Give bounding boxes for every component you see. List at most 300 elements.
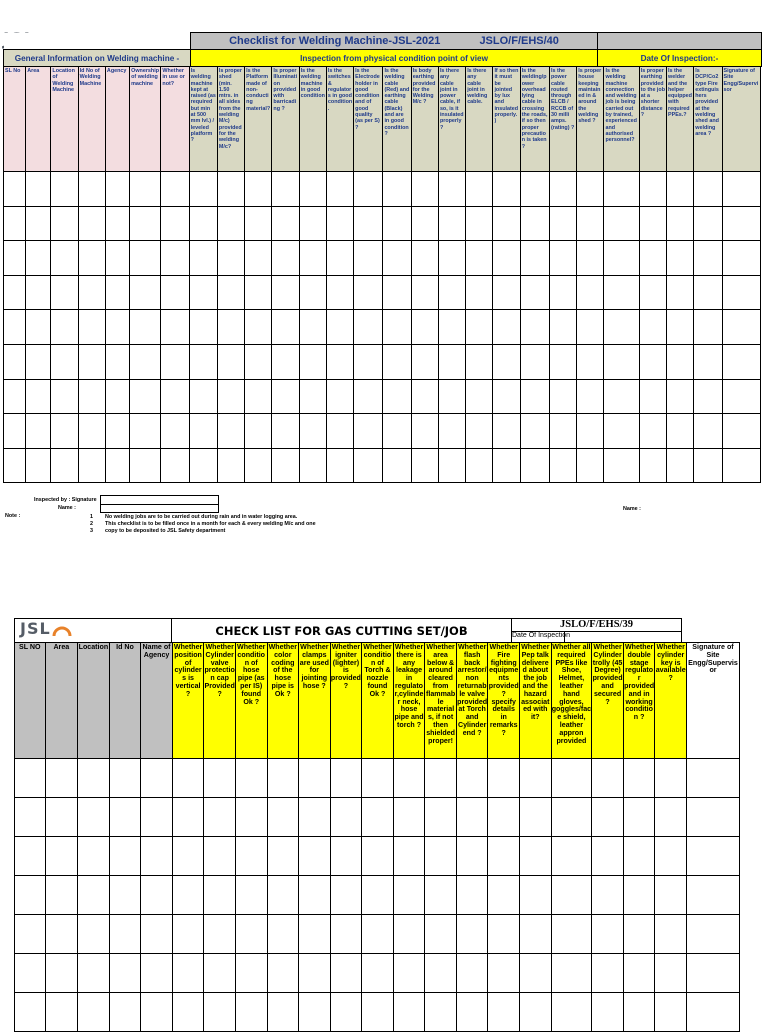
welding-entry-cell[interactable]: [577, 241, 604, 276]
welding-entry-cell[interactable]: [722, 310, 760, 345]
welding-entry-cell[interactable]: [245, 241, 272, 276]
welding-entry-cell[interactable]: [667, 448, 694, 483]
welding-entry-cell[interactable]: [639, 414, 666, 449]
gas-entry-cell[interactable]: [551, 876, 592, 915]
welding-entry-cell[interactable]: [217, 414, 244, 449]
welding-entry-cell[interactable]: [105, 206, 129, 241]
welding-entry-cell[interactable]: [438, 344, 465, 379]
welding-entry-cell[interactable]: [493, 448, 520, 483]
welding-entry-cell[interactable]: [299, 206, 326, 241]
gas-entry-cell[interactable]: [109, 993, 141, 1032]
gas-entry-cell[interactable]: [592, 798, 624, 837]
gas-entry-cell[interactable]: [299, 876, 331, 915]
gas-entry-cell[interactable]: [425, 759, 457, 798]
gas-entry-cell[interactable]: [109, 837, 141, 876]
gas-entry-cell[interactable]: [299, 915, 331, 954]
welding-entry-cell[interactable]: [438, 206, 465, 241]
welding-entry-cell[interactable]: [130, 414, 161, 449]
welding-entry-cell[interactable]: [694, 448, 722, 483]
welding-entry-cell[interactable]: [299, 448, 326, 483]
gas-entry-cell[interactable]: [267, 798, 299, 837]
gas-entry-cell[interactable]: [267, 837, 299, 876]
welding-entry-cell[interactable]: [466, 241, 493, 276]
welding-entry-cell[interactable]: [161, 448, 189, 483]
welding-entry-cell[interactable]: [26, 275, 51, 310]
gas-entry-cell[interactable]: [393, 798, 425, 837]
gas-entry-cell[interactable]: [592, 837, 624, 876]
welding-entry-cell[interactable]: [639, 241, 666, 276]
welding-entry-cell[interactable]: [466, 275, 493, 310]
welding-entry-cell[interactable]: [78, 310, 105, 345]
gas-entry-cell[interactable]: [172, 837, 204, 876]
gas-entry-cell[interactable]: [655, 993, 687, 1032]
welding-entry-cell[interactable]: [51, 241, 78, 276]
welding-entry-cell[interactable]: [667, 172, 694, 207]
welding-entry-cell[interactable]: [383, 414, 411, 449]
gas-entry-cell[interactable]: [592, 915, 624, 954]
welding-entry-cell[interactable]: [520, 206, 549, 241]
gas-entry-cell[interactable]: [299, 993, 331, 1032]
gas-entry-cell[interactable]: [45, 876, 78, 915]
gas-entry-cell[interactable]: [362, 954, 394, 993]
welding-entry-cell[interactable]: [26, 310, 51, 345]
welding-entry-cell[interactable]: [161, 414, 189, 449]
gas-entry-cell[interactable]: [425, 837, 457, 876]
welding-entry-cell[interactable]: [26, 172, 51, 207]
welding-entry-cell[interactable]: [51, 448, 78, 483]
welding-entry-cell[interactable]: [577, 344, 604, 379]
gas-entry-cell[interactable]: [235, 915, 267, 954]
welding-entry-cell[interactable]: [383, 241, 411, 276]
welding-entry-cell[interactable]: [51, 344, 78, 379]
gas-entry-cell[interactable]: [655, 954, 687, 993]
welding-entry-cell[interactable]: [438, 172, 465, 207]
welding-entry-cell[interactable]: [189, 414, 217, 449]
welding-entry-cell[interactable]: [245, 344, 272, 379]
welding-entry-cell[interactable]: [272, 379, 299, 414]
gas-entry-cell[interactable]: [330, 759, 362, 798]
welding-entry-cell[interactable]: [639, 275, 666, 310]
welding-entry-cell[interactable]: [549, 414, 576, 449]
gas-entry-cell[interactable]: [235, 837, 267, 876]
welding-entry-cell[interactable]: [383, 206, 411, 241]
gas-entry-cell[interactable]: [623, 837, 655, 876]
welding-entry-cell[interactable]: [667, 344, 694, 379]
welding-entry-cell[interactable]: [667, 414, 694, 449]
welding-entry-cell[interactable]: [51, 414, 78, 449]
welding-entry-cell[interactable]: [383, 310, 411, 345]
welding-entry-cell[interactable]: [78, 379, 105, 414]
gas-entry-cell[interactable]: [204, 915, 236, 954]
welding-entry-cell[interactable]: [667, 275, 694, 310]
welding-entry-cell[interactable]: [722, 448, 760, 483]
welding-entry-cell[interactable]: [130, 448, 161, 483]
welding-entry-cell[interactable]: [130, 206, 161, 241]
welding-entry-cell[interactable]: [217, 379, 244, 414]
welding-entry-cell[interactable]: [245, 275, 272, 310]
gas-entry-cell[interactable]: [425, 798, 457, 837]
gas-entry-cell[interactable]: [686, 954, 739, 993]
welding-entry-cell[interactable]: [105, 275, 129, 310]
welding-entry-cell[interactable]: [438, 275, 465, 310]
welding-entry-cell[interactable]: [217, 241, 244, 276]
gas-entry-cell[interactable]: [551, 954, 592, 993]
welding-entry-cell[interactable]: [493, 275, 520, 310]
gas-entry-cell[interactable]: [686, 993, 739, 1032]
gas-entry-cell[interactable]: [78, 993, 110, 1032]
welding-entry-cell[interactable]: [694, 379, 722, 414]
gas-entry-cell[interactable]: [488, 954, 520, 993]
welding-entry-cell[interactable]: [130, 344, 161, 379]
welding-entry-cell[interactable]: [326, 379, 353, 414]
welding-entry-cell[interactable]: [130, 310, 161, 345]
welding-entry-cell[interactable]: [161, 310, 189, 345]
welding-entry-cell[interactable]: [217, 344, 244, 379]
welding-entry-cell[interactable]: [604, 241, 639, 276]
welding-entry-cell[interactable]: [299, 310, 326, 345]
welding-entry-cell[interactable]: [354, 206, 383, 241]
welding-entry-cell[interactable]: [694, 414, 722, 449]
gas-entry-cell[interactable]: [172, 915, 204, 954]
welding-entry-cell[interactable]: [411, 172, 438, 207]
welding-entry-cell[interactable]: [411, 414, 438, 449]
welding-entry-cell[interactable]: [577, 275, 604, 310]
gas-entry-cell[interactable]: [362, 837, 394, 876]
welding-entry-cell[interactable]: [51, 379, 78, 414]
welding-entry-cell[interactable]: [189, 344, 217, 379]
welding-entry-cell[interactable]: [4, 275, 26, 310]
welding-entry-cell[interactable]: [326, 414, 353, 449]
welding-entry-cell[interactable]: [549, 344, 576, 379]
welding-entry-cell[interactable]: [493, 310, 520, 345]
welding-entry-cell[interactable]: [694, 310, 722, 345]
gas-entry-cell[interactable]: [686, 798, 739, 837]
welding-entry-cell[interactable]: [639, 448, 666, 483]
welding-entry-cell[interactable]: [438, 310, 465, 345]
welding-entry-cell[interactable]: [189, 206, 217, 241]
welding-entry-cell[interactable]: [272, 310, 299, 345]
welding-entry-cell[interactable]: [130, 379, 161, 414]
gas-entry-cell[interactable]: [520, 759, 552, 798]
welding-entry-cell[interactable]: [493, 414, 520, 449]
welding-entry-cell[interactable]: [411, 379, 438, 414]
welding-entry-cell[interactable]: [694, 206, 722, 241]
gas-entry-cell[interactable]: [393, 759, 425, 798]
welding-entry-cell[interactable]: [299, 172, 326, 207]
welding-entry-cell[interactable]: [577, 448, 604, 483]
welding-entry-cell[interactable]: [299, 241, 326, 276]
welding-entry-cell[interactable]: [189, 172, 217, 207]
welding-entry-cell[interactable]: [78, 344, 105, 379]
gas-entry-cell[interactable]: [267, 993, 299, 1032]
gas-entry-cell[interactable]: [551, 915, 592, 954]
welding-entry-cell[interactable]: [105, 448, 129, 483]
welding-entry-cell[interactable]: [130, 241, 161, 276]
gas-entry-cell[interactable]: [520, 993, 552, 1032]
gas-entry-cell[interactable]: [623, 993, 655, 1032]
gas-entry-cell[interactable]: [456, 798, 488, 837]
gas-entry-cell[interactable]: [551, 759, 592, 798]
welding-entry-cell[interactable]: [722, 275, 760, 310]
gas-entry-cell[interactable]: [299, 954, 331, 993]
gas-entry-cell[interactable]: [109, 876, 141, 915]
gas-entry-cell[interactable]: [393, 993, 425, 1032]
gas-entry-cell[interactable]: [204, 798, 236, 837]
gas-entry-cell[interactable]: [362, 876, 394, 915]
welding-entry-cell[interactable]: [493, 241, 520, 276]
welding-entry-cell[interactable]: [577, 172, 604, 207]
gas-entry-cell[interactable]: [267, 915, 299, 954]
gas-entry-cell[interactable]: [141, 798, 173, 837]
welding-entry-cell[interactable]: [245, 206, 272, 241]
gas-entry-cell[interactable]: [592, 954, 624, 993]
welding-entry-cell[interactable]: [549, 172, 576, 207]
gas-entry-cell[interactable]: [686, 837, 739, 876]
welding-entry-cell[interactable]: [667, 379, 694, 414]
welding-entry-cell[interactable]: [26, 206, 51, 241]
welding-entry-cell[interactable]: [604, 275, 639, 310]
gas-entry-cell[interactable]: [45, 915, 78, 954]
welding-entry-cell[interactable]: [722, 379, 760, 414]
welding-entry-cell[interactable]: [326, 448, 353, 483]
welding-entry-cell[interactable]: [299, 414, 326, 449]
welding-entry-cell[interactable]: [326, 172, 353, 207]
welding-entry-cell[interactable]: [4, 172, 26, 207]
gas-entry-cell[interactable]: [15, 798, 46, 837]
welding-entry-cell[interactable]: [217, 448, 244, 483]
welding-entry-cell[interactable]: [272, 241, 299, 276]
welding-entry-cell[interactable]: [411, 206, 438, 241]
welding-entry-cell[interactable]: [466, 310, 493, 345]
welding-entry-cell[interactable]: [326, 344, 353, 379]
welding-entry-cell[interactable]: [4, 379, 26, 414]
welding-entry-cell[interactable]: [326, 241, 353, 276]
gas-entry-cell[interactable]: [425, 954, 457, 993]
welding-entry-cell[interactable]: [26, 414, 51, 449]
gas-entry-cell[interactable]: [172, 876, 204, 915]
gas-entry-cell[interactable]: [655, 798, 687, 837]
welding-entry-cell[interactable]: [493, 344, 520, 379]
welding-entry-cell[interactable]: [520, 241, 549, 276]
welding-entry-cell[interactable]: [326, 275, 353, 310]
gas-entry-cell[interactable]: [551, 837, 592, 876]
gas-entry-cell[interactable]: [551, 798, 592, 837]
welding-entry-cell[interactable]: [694, 275, 722, 310]
welding-entry-cell[interactable]: [354, 379, 383, 414]
gas-entry-cell[interactable]: [393, 876, 425, 915]
welding-entry-cell[interactable]: [411, 241, 438, 276]
welding-entry-cell[interactable]: [466, 172, 493, 207]
gas-entry-cell[interactable]: [45, 837, 78, 876]
gas-entry-cell[interactable]: [456, 993, 488, 1032]
welding-entry-cell[interactable]: [549, 310, 576, 345]
welding-entry-cell[interactable]: [354, 310, 383, 345]
welding-entry-cell[interactable]: [161, 275, 189, 310]
gas-entry-cell[interactable]: [330, 954, 362, 993]
welding-entry-cell[interactable]: [438, 414, 465, 449]
gas-entry-cell[interactable]: [78, 954, 110, 993]
welding-entry-cell[interactable]: [549, 448, 576, 483]
welding-entry-cell[interactable]: [245, 448, 272, 483]
gas-entry-cell[interactable]: [141, 876, 173, 915]
welding-entry-cell[interactable]: [694, 344, 722, 379]
welding-entry-cell[interactable]: [383, 172, 411, 207]
welding-entry-cell[interactable]: [520, 172, 549, 207]
gas-entry-cell[interactable]: [45, 993, 78, 1032]
welding-entry-cell[interactable]: [4, 448, 26, 483]
gas-entry-cell[interactable]: [520, 915, 552, 954]
welding-entry-cell[interactable]: [520, 448, 549, 483]
welding-entry-cell[interactable]: [217, 172, 244, 207]
gas-entry-cell[interactable]: [235, 759, 267, 798]
welding-entry-cell[interactable]: [4, 206, 26, 241]
welding-entry-cell[interactable]: [722, 172, 760, 207]
welding-entry-cell[interactable]: [26, 241, 51, 276]
gas-entry-cell[interactable]: [267, 876, 299, 915]
welding-entry-cell[interactable]: [438, 379, 465, 414]
gas-entry-cell[interactable]: [15, 837, 46, 876]
welding-entry-cell[interactable]: [411, 275, 438, 310]
welding-entry-cell[interactable]: [383, 448, 411, 483]
gas-entry-cell[interactable]: [686, 915, 739, 954]
welding-entry-cell[interactable]: [520, 310, 549, 345]
welding-entry-cell[interactable]: [549, 275, 576, 310]
welding-entry-cell[interactable]: [51, 172, 78, 207]
gas-entry-cell[interactable]: [456, 759, 488, 798]
gas-entry-cell[interactable]: [488, 759, 520, 798]
welding-entry-cell[interactable]: [217, 275, 244, 310]
welding-entry-cell[interactable]: [4, 344, 26, 379]
welding-entry-cell[interactable]: [51, 206, 78, 241]
welding-entry-cell[interactable]: [604, 379, 639, 414]
gas-entry-cell[interactable]: [299, 759, 331, 798]
gas-entry-cell[interactable]: [425, 876, 457, 915]
welding-entry-cell[interactable]: [466, 344, 493, 379]
gas-entry-cell[interactable]: [109, 798, 141, 837]
gas-entry-cell[interactable]: [330, 915, 362, 954]
welding-entry-cell[interactable]: [105, 379, 129, 414]
welding-entry-cell[interactable]: [78, 275, 105, 310]
gas-entry-cell[interactable]: [488, 915, 520, 954]
welding-entry-cell[interactable]: [272, 344, 299, 379]
welding-entry-cell[interactable]: [639, 310, 666, 345]
gas-entry-cell[interactable]: [623, 759, 655, 798]
gas-entry-cell[interactable]: [686, 876, 739, 915]
gas-entry-cell[interactable]: [330, 876, 362, 915]
welding-entry-cell[interactable]: [383, 379, 411, 414]
gas-entry-cell[interactable]: [172, 954, 204, 993]
gas-entry-cell[interactable]: [623, 915, 655, 954]
welding-entry-cell[interactable]: [639, 206, 666, 241]
gas-entry-cell[interactable]: [362, 759, 394, 798]
gas-entry-cell[interactable]: [78, 759, 110, 798]
welding-entry-cell[interactable]: [78, 206, 105, 241]
gas-entry-cell[interactable]: [204, 759, 236, 798]
welding-entry-cell[interactable]: [105, 414, 129, 449]
welding-entry-cell[interactable]: [520, 344, 549, 379]
gas-entry-cell[interactable]: [655, 759, 687, 798]
welding-entry-cell[interactable]: [26, 344, 51, 379]
gas-entry-cell[interactable]: [204, 993, 236, 1032]
welding-entry-cell[interactable]: [26, 379, 51, 414]
welding-entry-cell[interactable]: [466, 448, 493, 483]
welding-entry-cell[interactable]: [667, 206, 694, 241]
gas-entry-cell[interactable]: [15, 876, 46, 915]
welding-entry-cell[interactable]: [604, 310, 639, 345]
welding-entry-cell[interactable]: [466, 206, 493, 241]
gas-entry-cell[interactable]: [15, 954, 46, 993]
welding-entry-cell[interactable]: [299, 344, 326, 379]
welding-entry-cell[interactable]: [326, 206, 353, 241]
gas-entry-cell[interactable]: [45, 759, 78, 798]
gas-entry-cell[interactable]: [686, 759, 739, 798]
welding-entry-cell[interactable]: [161, 172, 189, 207]
gas-entry-cell[interactable]: [330, 798, 362, 837]
welding-entry-cell[interactable]: [161, 241, 189, 276]
welding-entry-cell[interactable]: [722, 414, 760, 449]
gas-entry-cell[interactable]: [456, 954, 488, 993]
welding-entry-cell[interactable]: [411, 344, 438, 379]
gas-entry-cell[interactable]: [235, 876, 267, 915]
welding-entry-cell[interactable]: [189, 310, 217, 345]
welding-entry-cell[interactable]: [161, 344, 189, 379]
gas-entry-cell[interactable]: [623, 954, 655, 993]
gas-entry-cell[interactable]: [299, 798, 331, 837]
welding-entry-cell[interactable]: [26, 448, 51, 483]
welding-entry-cell[interactable]: [466, 414, 493, 449]
welding-entry-cell[interactable]: [326, 310, 353, 345]
welding-entry-cell[interactable]: [299, 275, 326, 310]
welding-entry-cell[interactable]: [549, 241, 576, 276]
gas-entry-cell[interactable]: [393, 915, 425, 954]
welding-entry-cell[interactable]: [577, 206, 604, 241]
gas-entry-cell[interactable]: [393, 837, 425, 876]
welding-entry-cell[interactable]: [667, 310, 694, 345]
gas-entry-cell[interactable]: [45, 954, 78, 993]
welding-entry-cell[interactable]: [577, 414, 604, 449]
welding-entry-cell[interactable]: [272, 206, 299, 241]
welding-entry-cell[interactable]: [130, 275, 161, 310]
welding-entry-cell[interactable]: [411, 448, 438, 483]
welding-entry-cell[interactable]: [354, 344, 383, 379]
welding-entry-cell[interactable]: [354, 414, 383, 449]
welding-entry-cell[interactable]: [217, 206, 244, 241]
gas-entry-cell[interactable]: [655, 837, 687, 876]
welding-entry-cell[interactable]: [694, 241, 722, 276]
gas-entry-cell[interactable]: [362, 993, 394, 1032]
gas-entry-cell[interactable]: [267, 954, 299, 993]
welding-entry-cell[interactable]: [78, 448, 105, 483]
gas-entry-cell[interactable]: [141, 759, 173, 798]
gas-entry-cell[interactable]: [109, 759, 141, 798]
gas-entry-cell[interactable]: [235, 798, 267, 837]
gas-entry-cell[interactable]: [456, 876, 488, 915]
gas-entry-cell[interactable]: [78, 876, 110, 915]
gas-entry-cell[interactable]: [655, 915, 687, 954]
gas-entry-cell[interactable]: [299, 837, 331, 876]
welding-entry-cell[interactable]: [604, 448, 639, 483]
gas-entry-cell[interactable]: [204, 954, 236, 993]
welding-entry-cell[interactable]: [577, 310, 604, 345]
welding-entry-cell[interactable]: [299, 379, 326, 414]
welding-entry-cell[interactable]: [189, 241, 217, 276]
gas-entry-cell[interactable]: [425, 993, 457, 1032]
gas-entry-cell[interactable]: [520, 954, 552, 993]
gas-entry-cell[interactable]: [172, 798, 204, 837]
gas-entry-cell[interactable]: [488, 798, 520, 837]
gas-entry-cell[interactable]: [456, 915, 488, 954]
welding-entry-cell[interactable]: [493, 172, 520, 207]
